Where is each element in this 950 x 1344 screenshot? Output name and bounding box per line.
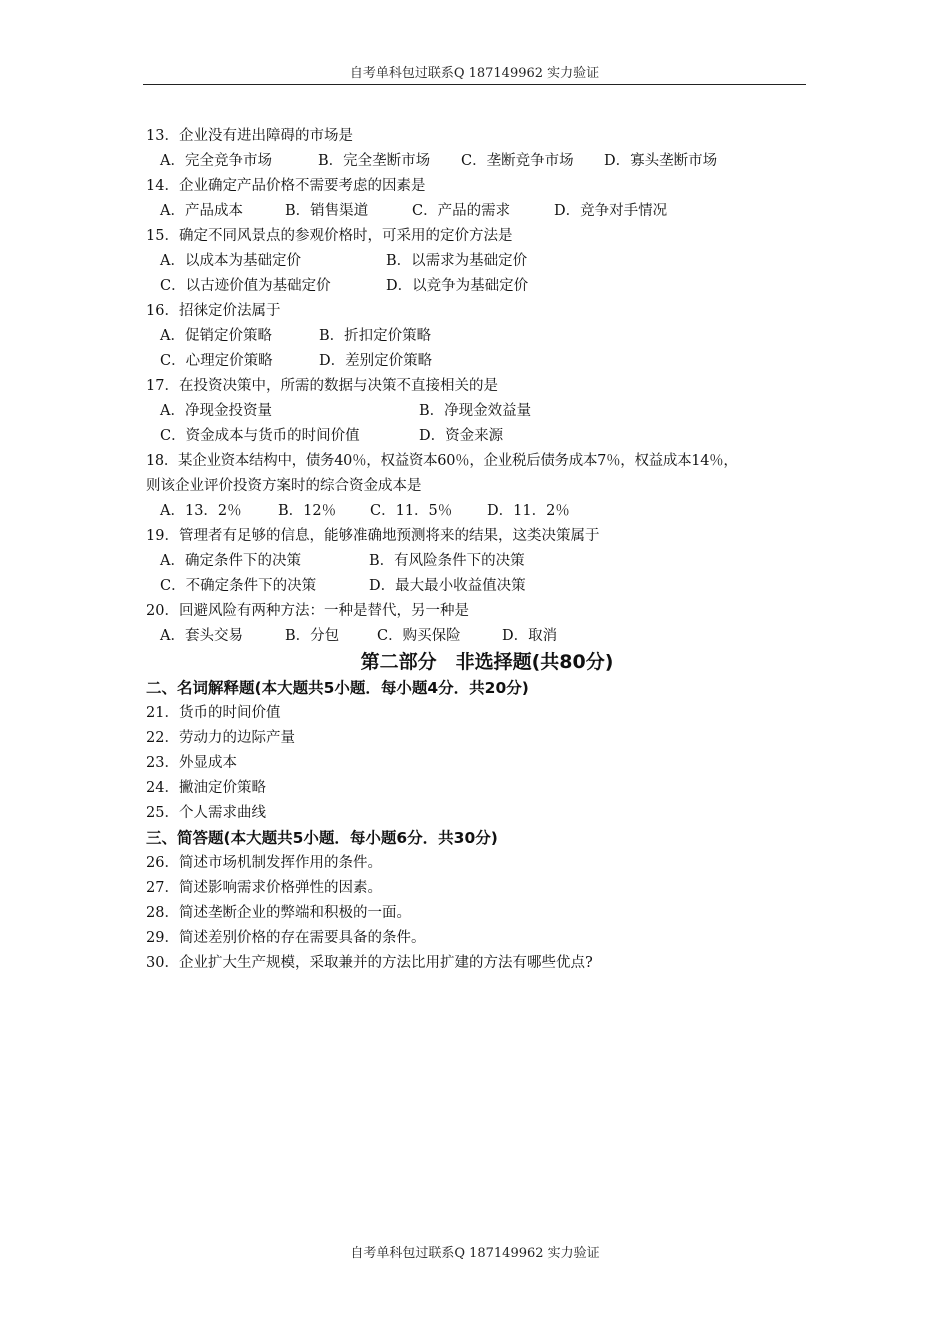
q15-option-d: D．以竞争为基础定价 [386, 278, 529, 294]
question-17-options-ab [146, 399, 816, 424]
q19-option-c: C．不确定条件下的决策 [160, 578, 317, 594]
q20-option-b: B．分包 [285, 628, 340, 644]
list-item: 26．简述市场机制发挥作用的条件。 [146, 855, 382, 871]
q13-option-b: B．完全垄断市场 [318, 153, 431, 169]
q14-option-c: C．产品的需求 [412, 203, 511, 219]
list-item: 25．个人需求曲线 [146, 805, 266, 821]
list-item: 27．简述影响需求价格弹性的因素。 [146, 880, 382, 896]
list-item: 24．撇油定价策略 [146, 780, 266, 796]
page-footer: 自考单科包过联系Q 187149962 实力验证 [350, 1246, 600, 1261]
question-19-stem: 19．管理者有足够的信息，能够准确地预测将来的结果，这类决策属于 [146, 528, 600, 544]
q17-option-d: D．资金来源 [419, 428, 504, 444]
list-item: 22．劳动力的边际产量 [146, 730, 295, 746]
list-item: 28．简述垄断企业的弊端和积极的一面。 [146, 905, 411, 921]
exam-content [146, 124, 816, 976]
list-item: 29．简述差别价格的存在需要具备的条件。 [146, 930, 426, 946]
section-3-title: 三、简答题(本大题共5小题．每小题6分．共30分) [146, 829, 498, 847]
section-2-title: 二、名词解释题(本大题共5小题．每小题4分．共20分) [146, 679, 529, 697]
q18-option-a: A．13．2％ [160, 503, 242, 519]
q20-option-c: C．购买保险 [377, 628, 461, 644]
q13-option-a: A．完全竞争市场 [160, 153, 272, 169]
q13-option-c: C．垄断竞争市场 [461, 153, 574, 169]
question-17-stem: 17．在投资决策中，所需的数据与决策不直接相关的是 [146, 378, 498, 394]
question-16-options-ab [146, 324, 816, 349]
q19-option-b: B．有风险条件下的决策 [369, 553, 525, 569]
q20-option-a: A．套头交易 [160, 628, 243, 644]
q15-option-a: A．以成本为基础定价 [160, 253, 301, 269]
part-two-title: 第二部分 非选择题(共80分) [360, 651, 614, 673]
question-15-options-ab [146, 249, 816, 274]
question-16-stem: 16．招徕定价法属于 [146, 303, 281, 319]
list-item: 23．外显成本 [146, 755, 237, 771]
q15-option-b: B．以需求为基础定价 [386, 253, 528, 269]
question-15-options-cd [146, 274, 816, 299]
list-item: 30．企业扩大生产规模，采取兼并的方法比用扩建的方法有哪些优点? [146, 955, 593, 971]
question-17-options-cd [146, 424, 816, 449]
question-18-stem-continued: 则该企业评价投资方案时的综合资金成本是 [146, 478, 422, 494]
question-18-stem: 18．某企业资本结构中，债务40％，权益资本60％，企业税后债务成本7％，权益成本14％， [146, 453, 738, 469]
question-19-options-ab [146, 549, 816, 574]
q15-option-c: C．以古迹价值为基础定价 [160, 278, 331, 294]
question-13-stem: 13．企业没有进出障碍的市场是 [146, 128, 353, 144]
list-item: 21．货币的时间价值 [146, 705, 281, 721]
q18-option-c: C．11．5％ [370, 503, 453, 519]
question-15-stem: 15．确定不同风景点的参观价格时，可采用的定价方法是 [146, 228, 513, 244]
q14-option-a: A．产品成本 [160, 203, 243, 219]
q19-option-d: D．最大最小收益值决策 [369, 578, 526, 594]
question-14-options [146, 199, 816, 224]
q18-option-b: B．12％ [278, 503, 337, 519]
q14-option-d: D．竞争对手情况 [554, 203, 668, 219]
question-16-options-cd [146, 349, 816, 374]
question-14-stem: 14．企业确定产品价格不需要考虑的因素是 [146, 178, 426, 194]
question-20-stem: 20．回避风险有两种方法：一种是替代，另一种是 [146, 603, 469, 619]
page-header: 自考单科包过联系Q 187149962 实力验证 [143, 64, 806, 85]
q14-option-b: B．销售渠道 [285, 203, 369, 219]
q17-option-a: A．净现金投资量 [160, 403, 272, 419]
question-19-options-cd [146, 574, 816, 599]
question-13-options [146, 149, 816, 174]
q17-option-c: C．资金成本与货币的时间价值 [160, 428, 360, 444]
q16-option-b: B．折扣定价策略 [319, 328, 432, 344]
q16-option-a: A．促销定价策略 [160, 328, 272, 344]
q13-option-d: D．寡头垄断市场 [604, 153, 718, 169]
q16-option-d: D．差别定价策略 [319, 353, 433, 369]
q18-option-d: D．11．2％ [487, 503, 570, 519]
question-18-options [146, 499, 816, 524]
q16-option-c: C．心理定价策略 [160, 353, 273, 369]
q20-option-d: D．取消 [502, 628, 558, 644]
q17-option-b: B．净现金效益量 [419, 403, 532, 419]
q19-option-a: A．确定条件下的决策 [160, 553, 301, 569]
question-20-options [146, 624, 816, 649]
